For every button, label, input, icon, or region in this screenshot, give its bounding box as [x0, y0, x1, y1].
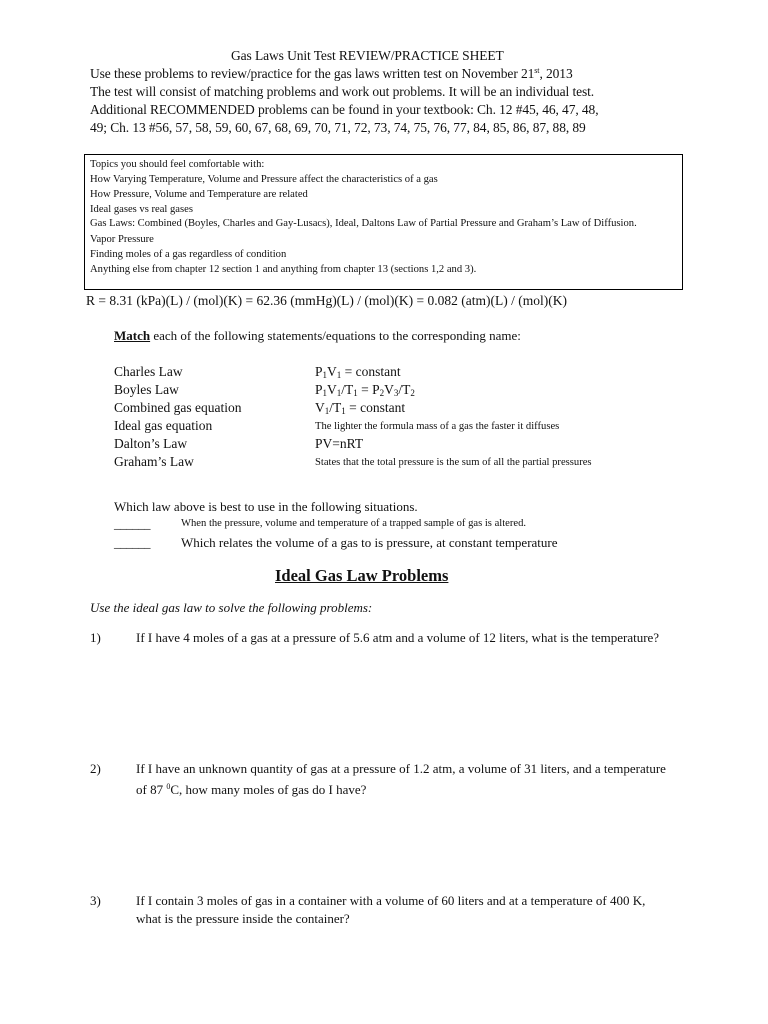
match-keyword: Match	[114, 328, 151, 343]
equation-pv-nrt: PV=nRT	[315, 436, 364, 451]
topic-item: Anything else from chapter 12 section 1 and anything from chapter 13 (sections 1,2 and 3).	[90, 264, 477, 276]
eq-symbol: /T	[398, 382, 411, 397]
intro-line-1-year: , 2013	[539, 66, 573, 81]
topic-item: Vapor Pressure	[90, 234, 154, 246]
eq-subscript: 1	[324, 406, 330, 416]
eq-subscript: 1	[353, 388, 358, 398]
eq-symbol: /T	[329, 400, 342, 415]
answer-blank[interactable]: ______	[114, 535, 150, 550]
intro-line-1-text: Use these problems to review/practice for the gas laws written test on November 21	[90, 66, 535, 81]
eq-subscript: 2	[410, 388, 415, 398]
eq-subscript: 2	[379, 388, 385, 398]
eq-symbol: V	[327, 364, 337, 379]
matching-instructions	[114, 328, 521, 344]
situation-2: Which relates the volume of a gas to is pressure, at constant temperature	[181, 535, 558, 550]
eq-symbol: P	[315, 364, 323, 379]
law-name-graham: Graham’s Law	[114, 454, 194, 469]
eq-subscript: 1	[322, 388, 328, 398]
equation-combined	[315, 382, 415, 398]
eq-subscript: 1	[336, 388, 342, 398]
eq-symbol: V	[315, 400, 325, 415]
question-2-text-end: C, how many moles of gas do I have?	[170, 782, 367, 797]
law-name-boyles: Boyles Law	[114, 382, 179, 397]
law-name-charles: Charles Law	[114, 364, 183, 379]
question-number: 2)	[90, 761, 101, 776]
situations-prompt: Which law above is best to use in the following situations.	[114, 499, 418, 514]
question-number: 1)	[90, 630, 101, 645]
eq-text: = constant	[341, 364, 401, 379]
question-number: 3)	[90, 893, 101, 908]
eq-subscript: 1	[322, 370, 328, 380]
statement-partial-pressures: States that the total pressure is the sum of all the partial pressures	[315, 457, 592, 468]
topic-item: Ideal gases vs real gases	[90, 204, 193, 216]
topic-item: Finding moles of a gas regardless of condition	[90, 249, 287, 261]
law-name-dalton: Dalton’s Law	[114, 436, 188, 451]
intro-line-1-sup: st	[534, 66, 540, 75]
eq-subscript: 3	[393, 388, 399, 398]
topic-item: How Varying Temperature, Volume and Pressure affect the characteristics of a gas	[90, 174, 438, 186]
gas-constant-line: R = 8.31 (kPa)(L) / (mol)(K) = 62.36 (mmHg)(L) / (mol)(K) = 0.082 (atm)(L) / (mol)(K)	[86, 293, 567, 308]
matching-instructions-text: each of the following statements/equations to the corresponding name:	[150, 328, 521, 343]
equation-pv-constant	[315, 364, 401, 380]
eq-symbol: V	[384, 382, 394, 397]
eq-text: = constant	[345, 400, 406, 415]
topics-heading: Topics you should feel comfortable with:	[90, 159, 265, 170]
intro-line-4: 49; Ch. 13 #56, 57, 58, 59, 60, 67, 68, 69, 70, 71, 72, 73, 74, 75, 76, 77, 84, 85, 86, 87, 88, 89	[90, 120, 586, 135]
eq-subscript: 1	[336, 370, 342, 380]
answer-blank[interactable]: ______	[114, 516, 150, 531]
topic-item: Gas Laws: Combined (Boyles, Charles and Gay-Lusacs), Ideal, Daltons Law of Partial Pressure and Graham’s Law of Diffusion.	[90, 218, 637, 230]
eq-symbol: P	[315, 382, 323, 397]
intro-line-1	[90, 66, 573, 82]
question-2-text	[136, 760, 666, 799]
equation-vt-constant	[315, 400, 405, 416]
topic-item: How Pressure, Volume and Temperature are related	[90, 189, 308, 201]
intro-line-2: The test will consist of matching problems and work out problems. It will be an individual test.	[90, 84, 595, 99]
statement-diffusion: The lighter the formula mass of a gas the faster it diffuses	[315, 421, 560, 432]
situation-1: When the pressure, volume and temperature of a trapped sample of gas is altered.	[181, 518, 527, 529]
topics-box	[84, 154, 683, 290]
degree-sup: 0	[166, 782, 171, 791]
eq-symbol: = P	[357, 382, 380, 397]
law-name-ideal: Ideal gas equation	[114, 418, 213, 433]
question-1-text: If I have 4 moles of a gas at a pressure of 5.6 atm and a volume of 12 liters, what is the temperature?	[136, 630, 660, 645]
intro-line-3: Additional RECOMMENDED problems can be found in your textbook: Ch. 12 #45, 46, 47, 48,	[90, 102, 599, 117]
eq-symbol: /T	[341, 382, 354, 397]
question-2-text-part: If I have an unknown quantity of gas at a pressure of 1.2 atm, a volume of 31 liters, and a temperature of 87	[136, 761, 666, 797]
section-instructions: Use the ideal gas law to solve the following problems:	[90, 600, 373, 615]
question-3-text: If I contain 3 moles of gas in a container with a volume of 60 liters and at a temperature of 400 K, what is the pressure inside the container?	[136, 893, 646, 926]
page-title: Gas Laws Unit Test REVIEW/PRACTICE SHEET	[231, 48, 504, 63]
section-heading: Ideal Gas Law Problems	[275, 566, 449, 585]
eq-symbol: V	[327, 382, 337, 397]
eq-subscript: 1	[341, 406, 346, 416]
law-name-combined: Combined gas equation	[114, 400, 242, 415]
